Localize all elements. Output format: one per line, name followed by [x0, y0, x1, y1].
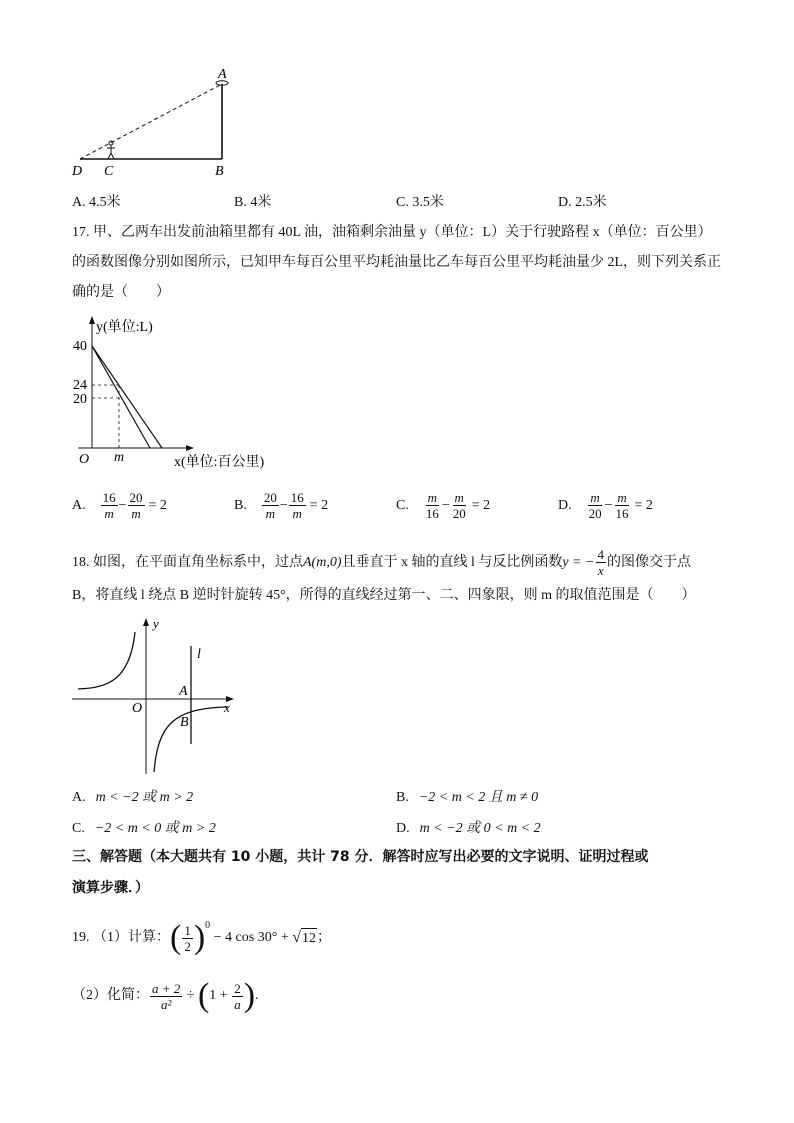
y-axis-arrow-icon: [143, 618, 149, 626]
hyperbola-branch-left: [78, 632, 135, 689]
light-ray-dashed: [80, 85, 220, 159]
section3-heading-line2: 演算步骤．）: [72, 880, 149, 896]
q16-option-a[interactable]: A. 4.5米: [72, 195, 121, 210]
q18-text-line2: B，将直线 l 绕点 B 逆时针旋转 45°，所得的直线经过第一、二、四象限，则 m 的取值范围是（ ）: [72, 588, 696, 603]
q17-option-b[interactable]: B. $\frac{20}{m}$ − $\frac{16}{m}$ = 2: [234, 490, 329, 521]
q17-option-c[interactable]: C. $\frac{m}{16}$ − $\frac{m}{20}$ = 2: [396, 490, 491, 521]
lamp-shadow-figure: [60, 60, 250, 180]
x-axis-label: x(单位:百公里): [174, 455, 265, 470]
line-jia: [92, 346, 162, 448]
q18-option-c[interactable]: C. −2 < m < 0 或 m > 2: [72, 821, 216, 836]
label-A: A: [179, 684, 188, 699]
tick-20: 20: [73, 392, 87, 407]
q18-text-line1: 18. 如图，在平面直角坐标系中，过点 A(m,0) 且垂直于 x 轴的直线 l 与反比例函数 y = − $\frac{4}{x}$ 的图像交于点: [72, 547, 691, 578]
label-B: B: [215, 164, 224, 179]
label-l: l: [197, 647, 201, 662]
q19-part1: 19. （1）计算： ( $\frac{1}{2}$ ) $^0$ − 4 cos 30° + √ 12 ；: [72, 919, 331, 956]
origin-label: O: [79, 452, 90, 467]
label-A: A: [218, 67, 227, 82]
q18-option-a[interactable]: A. m < −2 或 m > 2: [72, 790, 194, 805]
q17-option-d[interactable]: D. $\frac{m}{20}$ − $\frac{m}{16}$ = 2: [558, 490, 653, 521]
label-O: O: [132, 701, 143, 716]
section3-heading-line1: 三、解答题（本大题共有 10 小题，共计 78 分．解答时应写出必要的文字说明、证明过程或: [72, 849, 649, 865]
person-icon: [107, 141, 115, 159]
fuel-graph: [70, 312, 300, 472]
m-label: m: [114, 450, 125, 465]
line-yi: [92, 346, 150, 448]
label-D: D: [72, 164, 83, 179]
x-axis-arrow-icon: [186, 445, 194, 451]
y-axis-arrow-icon: [89, 316, 95, 324]
label-C: C: [104, 164, 114, 179]
label-B: B: [180, 715, 189, 730]
tick-40: 40: [73, 339, 87, 354]
y-axis-label: y(单位:L): [96, 320, 153, 335]
q17-text-line2: 的函数图像分别如图所示，已知甲车每百公里平均耗油量比乙车每百公里平均耗油量少 2L，则下列关系正: [72, 255, 722, 270]
label-x: x: [224, 700, 230, 715]
q16-option-c[interactable]: C. 3.5米: [396, 195, 444, 210]
q16-option-b[interactable]: B. 4米: [234, 195, 272, 210]
label-y: y: [153, 616, 159, 631]
q17-text-line3: 确的是（ ）: [72, 285, 170, 300]
sqrt-icon: √: [292, 929, 301, 946]
hyperbola-graph: [68, 616, 248, 781]
q16-option-d[interactable]: D. 2.5米: [558, 195, 607, 210]
q19-part2: （2）化简： $\frac{a + 2}{\text{a²}}$ ÷ ( 1 + $\frac{2}{a}$ ) .: [72, 977, 259, 1014]
q17-option-a[interactable]: A. $\frac{16}{m}$ − $\frac{20}{m}$ = 2: [72, 490, 167, 521]
q18-option-d[interactable]: D. m < −2 或 0 < m < 2: [396, 821, 541, 836]
q18-option-b[interactable]: B. −2 < m < 2 且 m ≠ 0: [396, 790, 539, 805]
q17-text-line1: 17. 甲、乙两车出发前油箱里都有 40L 油，油箱剩余油量 y（单位：L）关于行驶路程 x（单位：百公里）: [72, 225, 712, 240]
tick-24: 24: [73, 378, 87, 393]
